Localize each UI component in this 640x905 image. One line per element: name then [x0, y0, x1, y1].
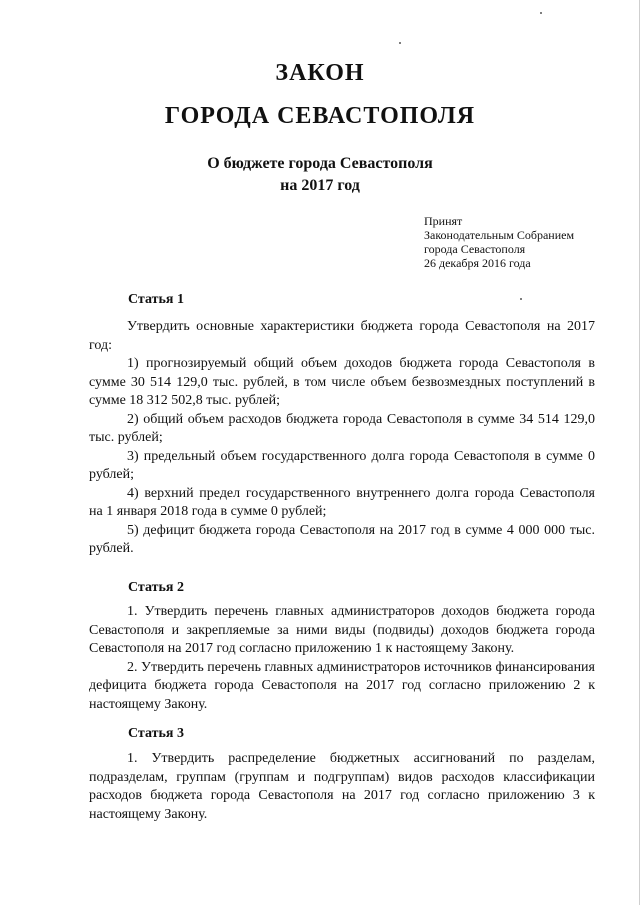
adoption-line: Законодательным Собранием	[424, 228, 575, 242]
article-2-item-1: 1. Утвердить перечень главных администраторов доходов бюджета города Севастополя и закрепляемые за ними виды (подвиды) доходов бюджета города Севастополя на 2017 год согласно приложению 1 к настоящему Закону.	[89, 604, 595, 656]
article-1-item-3: 3) предельный объем государственного долга города Севастополя в сумме 0 рублей;	[89, 448, 595, 482]
article-1-body	[89, 318, 595, 559]
article-1-item-5: 5) дефицит бюджета города Севастополя на 2017 год в сумме 4 000 000 тыс. рублей.	[89, 522, 595, 556]
article-3-item-1: 1. Утвердить распределение бюджетных ассигнований по разделам, подразделам, группам (группам и подгруппам) видов расходов классификации расходов бюджета города Севастополя на 2017 год согласно приложению 3 к настоящему Закону.	[89, 751, 595, 822]
law-title-city: ГОРОДА СЕВАСТОПОЛЯ	[164, 103, 476, 129]
article-3-heading: Статья 3	[128, 726, 184, 741]
article-3-body	[89, 750, 595, 824]
scan-speck	[399, 42, 401, 44]
article-2-body	[89, 603, 595, 714]
article-2-heading: Статья 2	[128, 580, 184, 595]
article-1-item-1: 1) прогнозируемый общий объем доходов бюджета города Севастополя в сумме 30 514 129,0 тыс. рублей, в том числе объем безвозмездных поступлений в сумме 18 312 502,8 тыс. рублей;	[89, 356, 595, 408]
adoption-line: Принят	[424, 214, 463, 228]
law-subtitle	[0, 153, 640, 197]
scan-speck	[520, 298, 522, 300]
law-title: ЗАКОН	[275, 60, 365, 86]
subtitle-line-2: на 2017 год	[280, 177, 360, 194]
article-1-intro: Утвердить основные характеристики бюджета города Севастополя на 2017 год:	[89, 319, 595, 353]
article-1-heading: Статья 1	[128, 292, 184, 307]
subtitle-line-1: О бюджете города Севастополя	[207, 155, 433, 172]
scan-speck	[540, 12, 542, 14]
article-1-item-2: 2) общий объем расходов бюджета города Севастополя в сумме 34 514 129,0 тыс. рублей;	[89, 411, 595, 445]
article-2-item-2: 2. Утвердить перечень главных администраторов источников финансирования дефицита бюджета города Севастополя на 2017 год согласно приложению 2 к настоящему Закону.	[89, 659, 595, 712]
adoption-date: 26 декабря 2016 года	[424, 256, 531, 270]
adoption-note	[424, 214, 634, 270]
adoption-line: города Севастополя	[424, 242, 526, 256]
article-1-item-4: 4) верхний предел государственного внутреннего долга города Севастополя на 1 января 2018 года в сумме 0 рублей;	[89, 485, 595, 519]
